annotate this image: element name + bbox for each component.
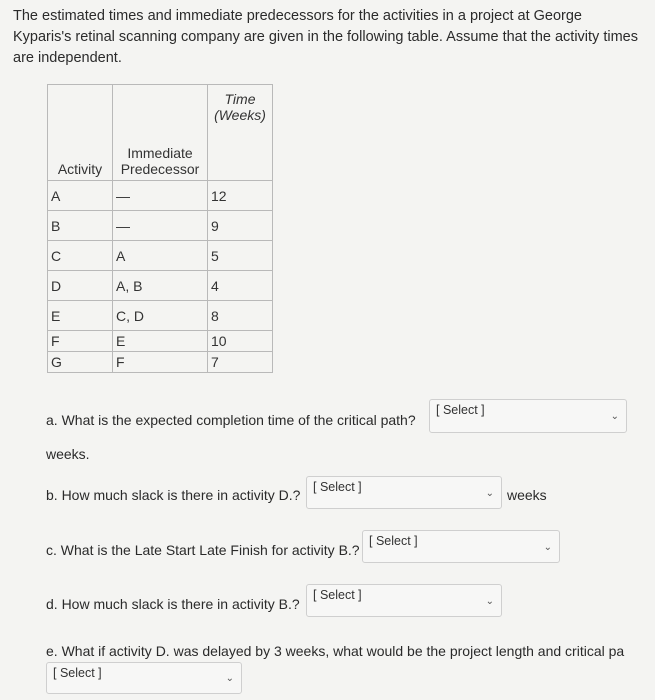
activity-cell: D xyxy=(48,271,113,301)
activity-cell: A xyxy=(48,181,113,211)
question-a-suffix: weeks. xyxy=(46,446,90,462)
table-row xyxy=(48,352,273,373)
predecessor-cell: F xyxy=(113,352,208,373)
table-row xyxy=(48,211,273,241)
time-cell: 5 xyxy=(208,241,273,271)
chevron-down-icon: ⌄ xyxy=(543,541,552,553)
time-cell: 9 xyxy=(208,211,273,241)
chevron-down-icon: ⌄ xyxy=(225,673,234,684)
time-cell: 4 xyxy=(208,271,273,301)
question-e-select-value: [ Select ] xyxy=(53,666,102,680)
header-time xyxy=(208,85,273,181)
question-d-select-value: [ Select ] xyxy=(313,588,362,602)
question-d-select[interactable] xyxy=(306,584,502,617)
header-predecessor xyxy=(113,85,208,181)
predecessor-cell: A xyxy=(113,241,208,271)
question-d-text: d. How much slack is there in activity B.? xyxy=(46,596,300,612)
question-b-select-value: [ Select ] xyxy=(313,480,362,494)
time-cell: 10 xyxy=(208,331,273,352)
question-a-select[interactable] xyxy=(429,399,627,433)
problem-statement: The estimated times and immediate predecessors for the activities in a project at George Kyparis's retinal scanning company are given in the following table. Assume that the activity times are independent. xyxy=(13,8,638,66)
header-activity: Activity xyxy=(48,85,113,181)
time-cell: 8 xyxy=(208,301,273,331)
question-e-text: e. What if activity D. was delayed by 3 weeks, what would be the project length and critical pa xyxy=(46,643,625,659)
header-time-line2: (Weeks) xyxy=(214,107,266,123)
predecessor-cell: C, D xyxy=(113,301,208,331)
activity-table xyxy=(47,84,273,373)
table-row xyxy=(48,301,273,331)
question-b-select[interactable] xyxy=(306,476,502,509)
time-cell: 7 xyxy=(208,352,273,373)
activity-cell: F xyxy=(48,331,113,352)
chevron-down-icon: ⌄ xyxy=(485,595,494,607)
table-row xyxy=(48,181,273,211)
activity-cell: B xyxy=(48,211,113,241)
predecessor-cell: — xyxy=(113,181,208,211)
table-header-row xyxy=(48,85,273,181)
activity-cell: E xyxy=(48,301,113,331)
predecessor-cell: E xyxy=(113,331,208,352)
predecessor-cell: — xyxy=(113,211,208,241)
chevron-down-icon: ⌄ xyxy=(610,411,619,422)
question-b-text: b. How much slack is there in activity D.? xyxy=(46,487,301,503)
chevron-down-icon: ⌄ xyxy=(485,487,494,499)
question-c-select[interactable] xyxy=(362,530,560,563)
question-c-text: c. What is the Late Start Late Finish for activity B.? xyxy=(46,542,360,558)
table-row xyxy=(48,271,273,301)
time-cell: 12 xyxy=(208,181,273,211)
activity-cell: G xyxy=(48,352,113,373)
question-a-select-value: [ Select ] xyxy=(436,403,485,417)
question-b-suffix: weeks xyxy=(507,487,547,503)
table-row xyxy=(48,241,273,271)
predecessor-cell: A, B xyxy=(113,271,208,301)
activity-cell: C xyxy=(48,241,113,271)
header-time-line1: Time xyxy=(224,91,256,107)
question-c-select-value: [ Select ] xyxy=(369,534,418,548)
header-predecessor-line1: Immediate xyxy=(127,145,193,161)
question-e-select[interactable] xyxy=(46,662,242,694)
question-a-text: a. What is the expected completion time of the critical path? xyxy=(46,412,416,428)
table-row xyxy=(48,331,273,352)
header-predecessor-line2: Predecessor xyxy=(120,161,200,177)
